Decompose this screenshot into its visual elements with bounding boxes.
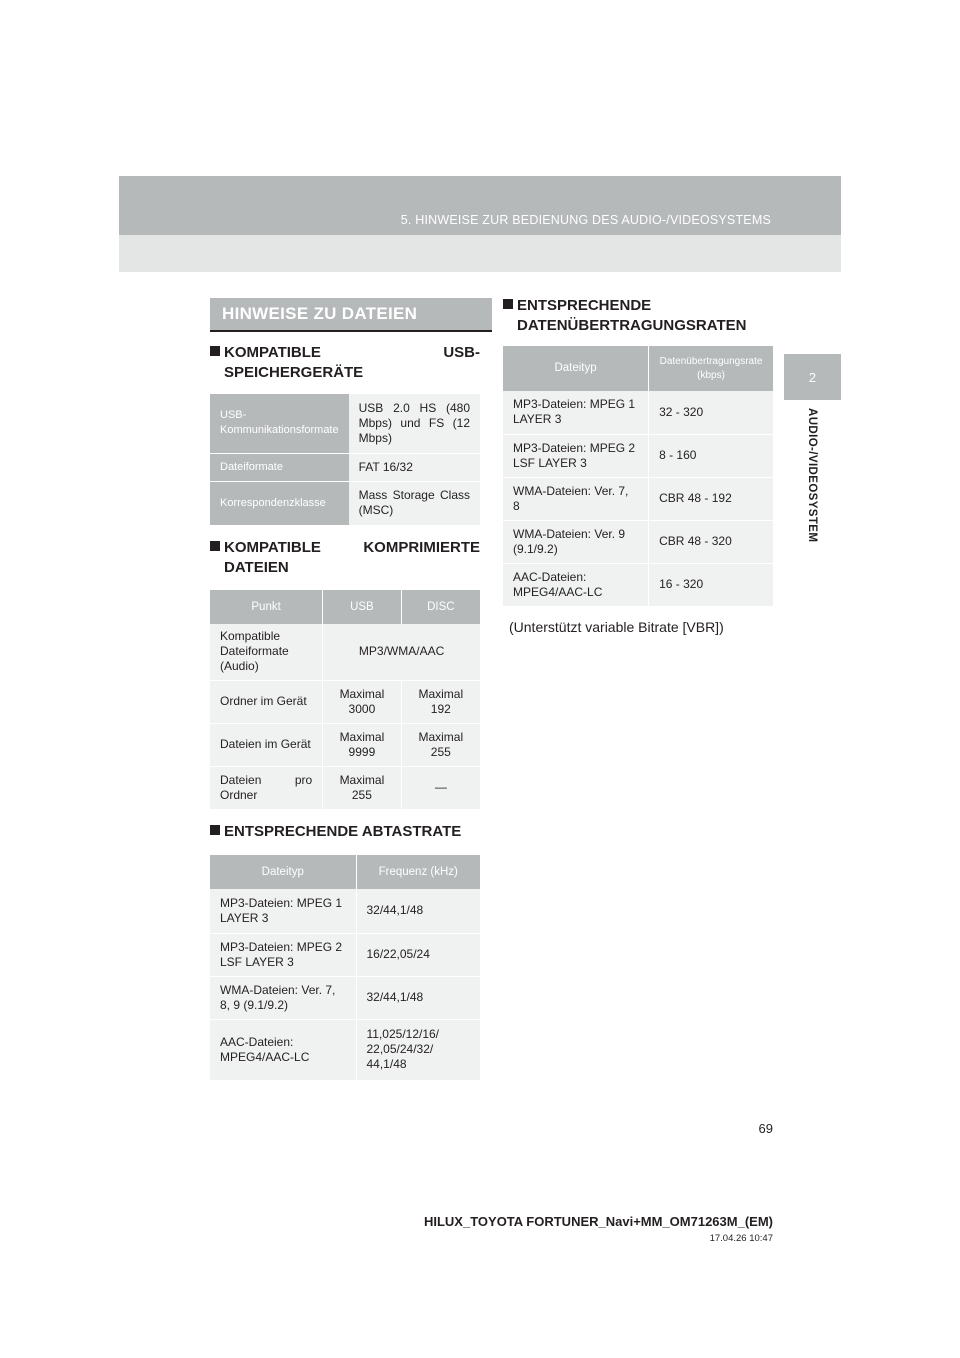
heading-bit-rates-part2: DATENÜBERTRAGUNGSRATEN [517,317,747,334]
table-row [503,434,773,477]
table-cell: — [401,766,480,809]
table-cell: WMA-Dateien: Ver. 7, 8, 9 (9.1/9.2) [210,976,356,1019]
chapter-header-title: 5. HINWEISE ZUR BEDIENUNG DES AUDIO-/VIDEOSYSTEMS [400,213,771,227]
table-row [210,766,480,809]
table-cell: 16/22,05/24 [356,933,480,976]
table-cell: Maximal 192 [401,680,480,723]
heading-bit-rates [503,296,773,336]
heading-bit-rates-part1: ENTSPRECHENDE [517,297,652,314]
sampling-rates-table [210,855,480,1081]
table-row [503,477,773,520]
table-row [210,394,480,453]
column-header: Datenübertragungsrate (kbps) [649,346,773,391]
table-cell: Dateien pro Ordner [210,766,323,809]
bullet-square-icon [210,825,220,835]
heading-sampling-rates [210,822,480,842]
heading-compressed-files-part1: KOMPATIBLE [224,539,321,556]
table-cell: MP3/WMA/AAC [323,624,480,680]
table-cell: WMA-Dateien: Ver. 7, 8 [503,477,649,520]
heading-usb-devices-part2: USB- [443,344,480,361]
table-cell: MP3-Dateien: MPEG 2 LSF LAYER 3 [503,434,649,477]
chapter-side-label [799,400,825,600]
bit-rates-table [503,346,773,607]
table-cell: MP3-Dateien: MPEG 1 LAYER 3 [210,889,356,933]
table-cell: Maximal 9999 [323,723,401,766]
column-header: Frequenz (kHz) [356,855,480,889]
table-cell: CBR 48 - 320 [649,520,773,563]
heading-compressed-files-part2: KOMPRIMIERTE [363,539,480,556]
heading-compressed-files-part3: DATEIEN [224,559,289,576]
document-id: HILUX_TOYOTA FORTUNER_Navi+MM_OM71263M_(EM) [423,1214,773,1229]
table-cell: 32 - 320 [649,391,773,434]
table-cell: AAC-Dateien: MPEG4/AAC-LC [210,1019,356,1080]
bullet-square-icon [210,346,220,356]
table-row [210,723,480,766]
print-timestamp: 17.04.26 10:47 [709,1233,773,1244]
table-value: FAT 16/32 [349,453,480,481]
table-cell: Kompatible Dateiformate (Audio) [210,624,323,680]
table-key: USB-Kommunikationsformate [210,394,349,453]
table-cell: 32/44,1/48 [356,889,480,933]
column-header: Dateityp [503,346,649,391]
table-cell: Maximal 255 [323,766,401,809]
table-cell: Maximal 255 [401,723,480,766]
table-header-row [210,855,480,889]
header-sub-band [119,235,841,272]
table-cell: MP3-Dateien: MPEG 2 LSF LAYER 3 [210,933,356,976]
table-row [210,976,480,1019]
table-cell: Maximal 3000 [323,680,401,723]
usb-devices-table [210,394,480,526]
heading-sampling-rates-text: ENTSPRECHENDE ABTASTRATE [224,823,462,840]
table-cell: 16 - 320 [649,563,773,606]
heading-usb-devices-part1: KOMPATIBLE [224,344,321,361]
table-row [210,624,480,680]
table-row [210,1019,480,1080]
bullet-square-icon [210,541,220,551]
page-number: 69 [758,1121,773,1136]
table-cell: Dateien im Gerät [210,723,323,766]
table-cell: Ordner im Gerät [210,680,323,723]
table-cell: MP3-Dateien: MPEG 1 LAYER 3 [503,391,649,434]
table-row [210,680,480,723]
table-cell: CBR 48 - 192 [649,477,773,520]
table-cell: AAC-Dateien: MPEG4/AAC-LC [503,563,649,606]
heading-usb-devices [210,343,480,383]
table-key: Dateiformate [210,453,349,481]
table-row [503,563,773,606]
chapter-header-band [119,176,841,235]
heading-usb-devices-part3: SPEICHERGERÄTE [224,364,364,381]
bullet-square-icon [503,299,513,309]
table-cell: WMA-Dateien: Ver. 9 (9.1/9.2) [503,520,649,563]
table-value: Mass Storage Class (MSC) [349,481,480,525]
table-row [210,933,480,976]
chapter-number-tab: 2 [784,354,841,400]
table-cell: 32/44,1/48 [356,976,480,1019]
column-header: Dateityp [210,855,356,889]
table-row [503,391,773,434]
heading-compressed-files [210,538,480,578]
table-value: USB 2.0 HS (480 Mbps) und FS (12 Mbps) [349,394,480,453]
table-cell: 11,025/12/16/ 22,05/24/32/ 44,1/48 [356,1019,480,1080]
table-row [210,481,480,525]
table-row [210,453,480,481]
table-header-row [503,346,773,391]
column-header: DISC [401,590,480,624]
vbr-note: (Unterstützt variable Bitrate [VBR]) [509,619,724,635]
table-cell: 8 - 160 [649,434,773,477]
table-row [210,889,480,933]
table-row [503,520,773,563]
column-header: USB [323,590,401,624]
chapter-side-label-text: AUDIO-/VIDEOSYSTEM [806,408,818,543]
table-header-row [210,590,480,624]
section-title: HINWEISE ZU DATEIEN [210,298,492,332]
table-key: Korrespondenzklasse [210,481,349,525]
compressed-files-table [210,590,480,810]
column-header: Punkt [210,590,323,624]
